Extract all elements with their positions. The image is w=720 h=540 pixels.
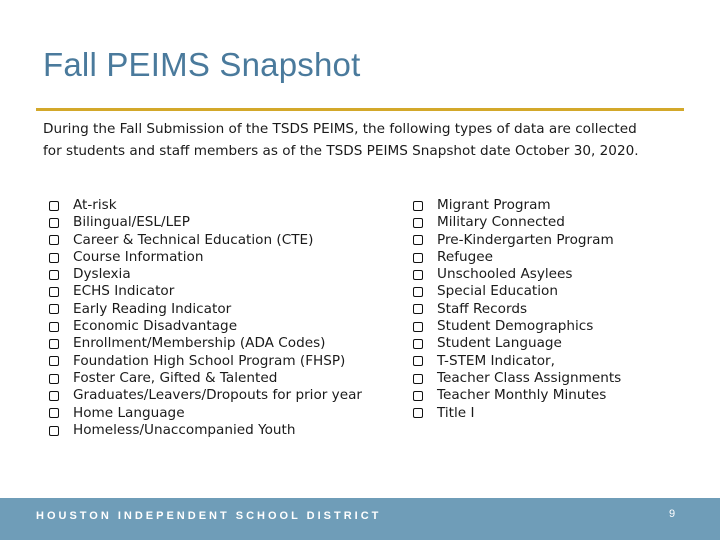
data-types-list-right bbox=[413, 197, 693, 422]
checkbox-square-icon bbox=[413, 218, 423, 228]
list-item-label: Career & Technical Education (CTE) bbox=[73, 231, 314, 248]
list-item bbox=[49, 387, 394, 404]
list-item-label: Student Demographics bbox=[437, 318, 594, 335]
checkbox-square-icon bbox=[49, 339, 59, 349]
list-item-label: Pre-Kindergarten Program bbox=[437, 231, 614, 248]
intro-paragraph: During the Fall Submission of the TSDS PEIMS, the following types of data are collected for students and staff members as of the TSDS PEIMS Snapshot date October 30, 2020. bbox=[43, 121, 639, 159]
list-item bbox=[413, 214, 693, 231]
checkbox-square-icon bbox=[413, 391, 423, 401]
checkbox-square-icon bbox=[49, 322, 59, 332]
page-number: 9 bbox=[669, 508, 676, 520]
list-item bbox=[49, 318, 394, 335]
checkbox-square-icon bbox=[413, 322, 423, 332]
list-item bbox=[49, 232, 394, 249]
list-item bbox=[413, 266, 693, 283]
checkbox-square-icon bbox=[49, 253, 59, 263]
list-item-label: Teacher Monthly Minutes bbox=[437, 387, 607, 404]
list-item-label: Teacher Class Assignments bbox=[437, 369, 622, 386]
checkbox-square-icon bbox=[413, 270, 423, 280]
list-item bbox=[49, 283, 394, 300]
checkbox-square-icon bbox=[49, 270, 59, 280]
list-item-label: Economic Disadvantage bbox=[73, 318, 238, 335]
list-item-label: Military Connected bbox=[437, 214, 565, 231]
checkbox-square-icon bbox=[413, 374, 423, 384]
list-item-label: Staff Records bbox=[437, 300, 528, 317]
list-item bbox=[49, 422, 394, 439]
checkbox-square-icon bbox=[413, 356, 423, 366]
list-item-label: Unschooled Asylees bbox=[437, 266, 573, 283]
list-item bbox=[49, 266, 394, 283]
list-item-label: Enrollment/Membership (ADA Codes) bbox=[73, 335, 326, 352]
list-item bbox=[413, 405, 693, 422]
list-item bbox=[49, 405, 394, 422]
list-item bbox=[413, 370, 693, 387]
slide-title: Fall PEIMS Snapshot bbox=[43, 46, 361, 83]
checkbox-square-icon bbox=[49, 304, 59, 314]
checkbox-square-icon bbox=[49, 356, 59, 366]
list-item-label: Foster Care, Gifted & Talented bbox=[73, 369, 278, 386]
checkbox-square-icon bbox=[413, 201, 423, 211]
list-item-label: Dyslexia bbox=[73, 266, 131, 283]
title-divider bbox=[36, 108, 684, 111]
footer-bar bbox=[0, 498, 720, 540]
district-name: HOUSTON INDEPENDENT SCHOOL DISTRICT bbox=[36, 510, 382, 522]
list-item-label: Foundation High School Program (FHSP) bbox=[73, 352, 346, 369]
list-item-label: Homeless/Unaccompanied Youth bbox=[73, 421, 296, 438]
checkbox-square-icon bbox=[413, 235, 423, 245]
list-item bbox=[49, 335, 394, 352]
checkbox-square-icon bbox=[413, 408, 423, 418]
list-item bbox=[49, 197, 394, 214]
list-item-label: Home Language bbox=[73, 404, 185, 421]
list-item-label: ECHS Indicator bbox=[73, 283, 175, 300]
list-item bbox=[49, 214, 394, 231]
checkbox-square-icon bbox=[413, 253, 423, 263]
list-item-label: Title I bbox=[437, 404, 475, 421]
list-item bbox=[49, 301, 394, 318]
data-types-list-left bbox=[49, 197, 394, 439]
checkbox-square-icon bbox=[413, 304, 423, 314]
list-item-label: Bilingual/ESL/LEP bbox=[73, 214, 190, 231]
list-item bbox=[413, 335, 693, 352]
list-item bbox=[413, 197, 693, 214]
list-item-label: Early Reading Indicator bbox=[73, 300, 232, 317]
list-item bbox=[49, 249, 394, 266]
list-item bbox=[413, 249, 693, 266]
checkbox-square-icon bbox=[49, 374, 59, 384]
checkbox-square-icon bbox=[49, 218, 59, 228]
list-item-label: Special Education bbox=[437, 283, 558, 300]
list-item bbox=[49, 353, 394, 370]
list-item bbox=[413, 353, 693, 370]
list-item bbox=[49, 370, 394, 387]
checkbox-square-icon bbox=[413, 287, 423, 297]
list-item-label: Student Language bbox=[437, 335, 562, 352]
list-item-label: Refugee bbox=[437, 248, 493, 265]
list-item bbox=[413, 301, 693, 318]
list-item-label: T-STEM Indicator, bbox=[437, 352, 555, 369]
checkbox-square-icon bbox=[49, 426, 59, 436]
checkbox-square-icon bbox=[49, 391, 59, 401]
checkbox-square-icon bbox=[49, 287, 59, 297]
checkbox-square-icon bbox=[413, 339, 423, 349]
checkbox-square-icon bbox=[49, 201, 59, 211]
list-item bbox=[413, 232, 693, 249]
list-item bbox=[413, 387, 693, 404]
list-item-label: Migrant Program bbox=[437, 197, 551, 213]
list-item-label: Graduates/Leavers/Dropouts for prior year bbox=[73, 387, 362, 404]
list-item bbox=[413, 283, 693, 300]
list-item bbox=[413, 318, 693, 335]
checkbox-square-icon bbox=[49, 235, 59, 245]
list-item-label: Course Information bbox=[73, 248, 204, 265]
checkbox-square-icon bbox=[49, 408, 59, 418]
list-item-label: At-risk bbox=[73, 197, 117, 213]
